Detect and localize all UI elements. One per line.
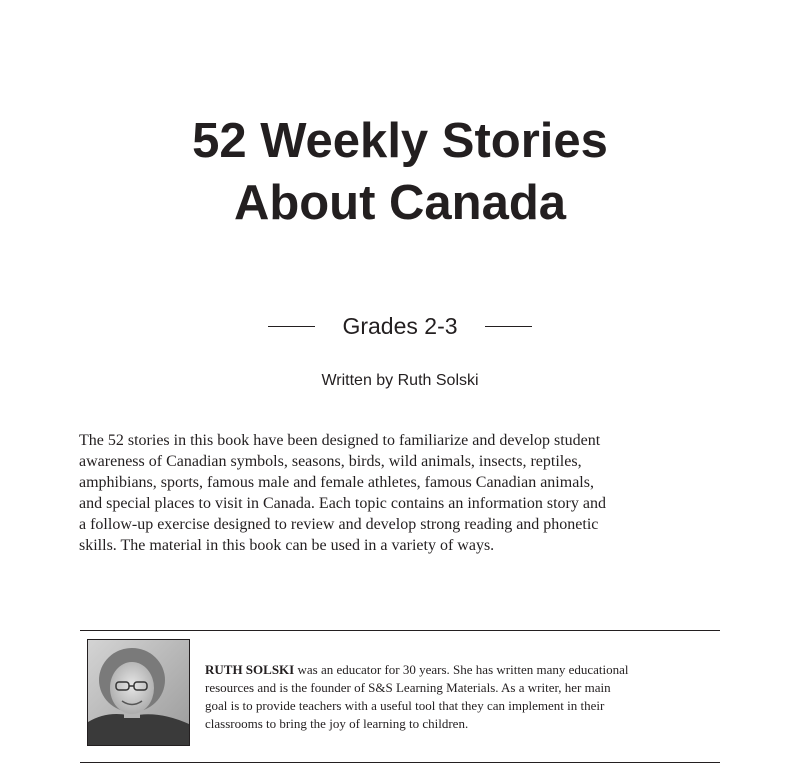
- author-portrait-image: [88, 640, 189, 745]
- book-description: [79, 430, 719, 556]
- author-bio-text: was an educator for 30 years. She has written many educational: [294, 662, 629, 677]
- author-bio-line: resources and is the founder of S&S Learning Materials. As a writer, her main: [205, 680, 611, 695]
- author-bio-line: [205, 661, 720, 679]
- book-title-line-1: 52 Weekly Stories: [192, 114, 608, 168]
- grades-right-rule: [485, 326, 532, 327]
- grades-label: Grades 2-3: [342, 312, 458, 339]
- author-bio: [205, 661, 720, 733]
- grades-heading: [0, 310, 800, 342]
- author-section-top-rule: [80, 630, 720, 631]
- author-bio-line: goal is to provide teachers with a useful tool that they can implement in their: [205, 698, 605, 713]
- author-byline: Written by Ruth Solski: [321, 372, 479, 389]
- author-name: RUTH SOLSKI: [205, 662, 295, 677]
- grades-left-rule: [268, 326, 315, 327]
- description-line: skills. The material in this book can be used in a variety of ways.: [79, 537, 495, 554]
- description-line: a follow-up exercise designed to review and develop strong reading and phonetic: [79, 516, 599, 533]
- book-title-line-2: About Canada: [233, 176, 567, 230]
- description-line: The 52 stories in this book have been designed to familiarize and develop student: [79, 432, 601, 449]
- description-line: amphibians, sports, famous male and female athletes, famous Canadian animals,: [79, 474, 594, 491]
- book-title: [0, 110, 800, 234]
- author-bio-line: classrooms to bring the joy of learning to children.: [205, 716, 469, 731]
- description-line: and special places to visit in Canada. Each topic contains an information story and: [79, 495, 606, 512]
- description-line: awareness of Canadian symbols, seasons, birds, wild animals, insects, reptiles,: [79, 453, 582, 470]
- author-photo: [87, 639, 190, 746]
- author-section-bottom-rule: [80, 762, 720, 763]
